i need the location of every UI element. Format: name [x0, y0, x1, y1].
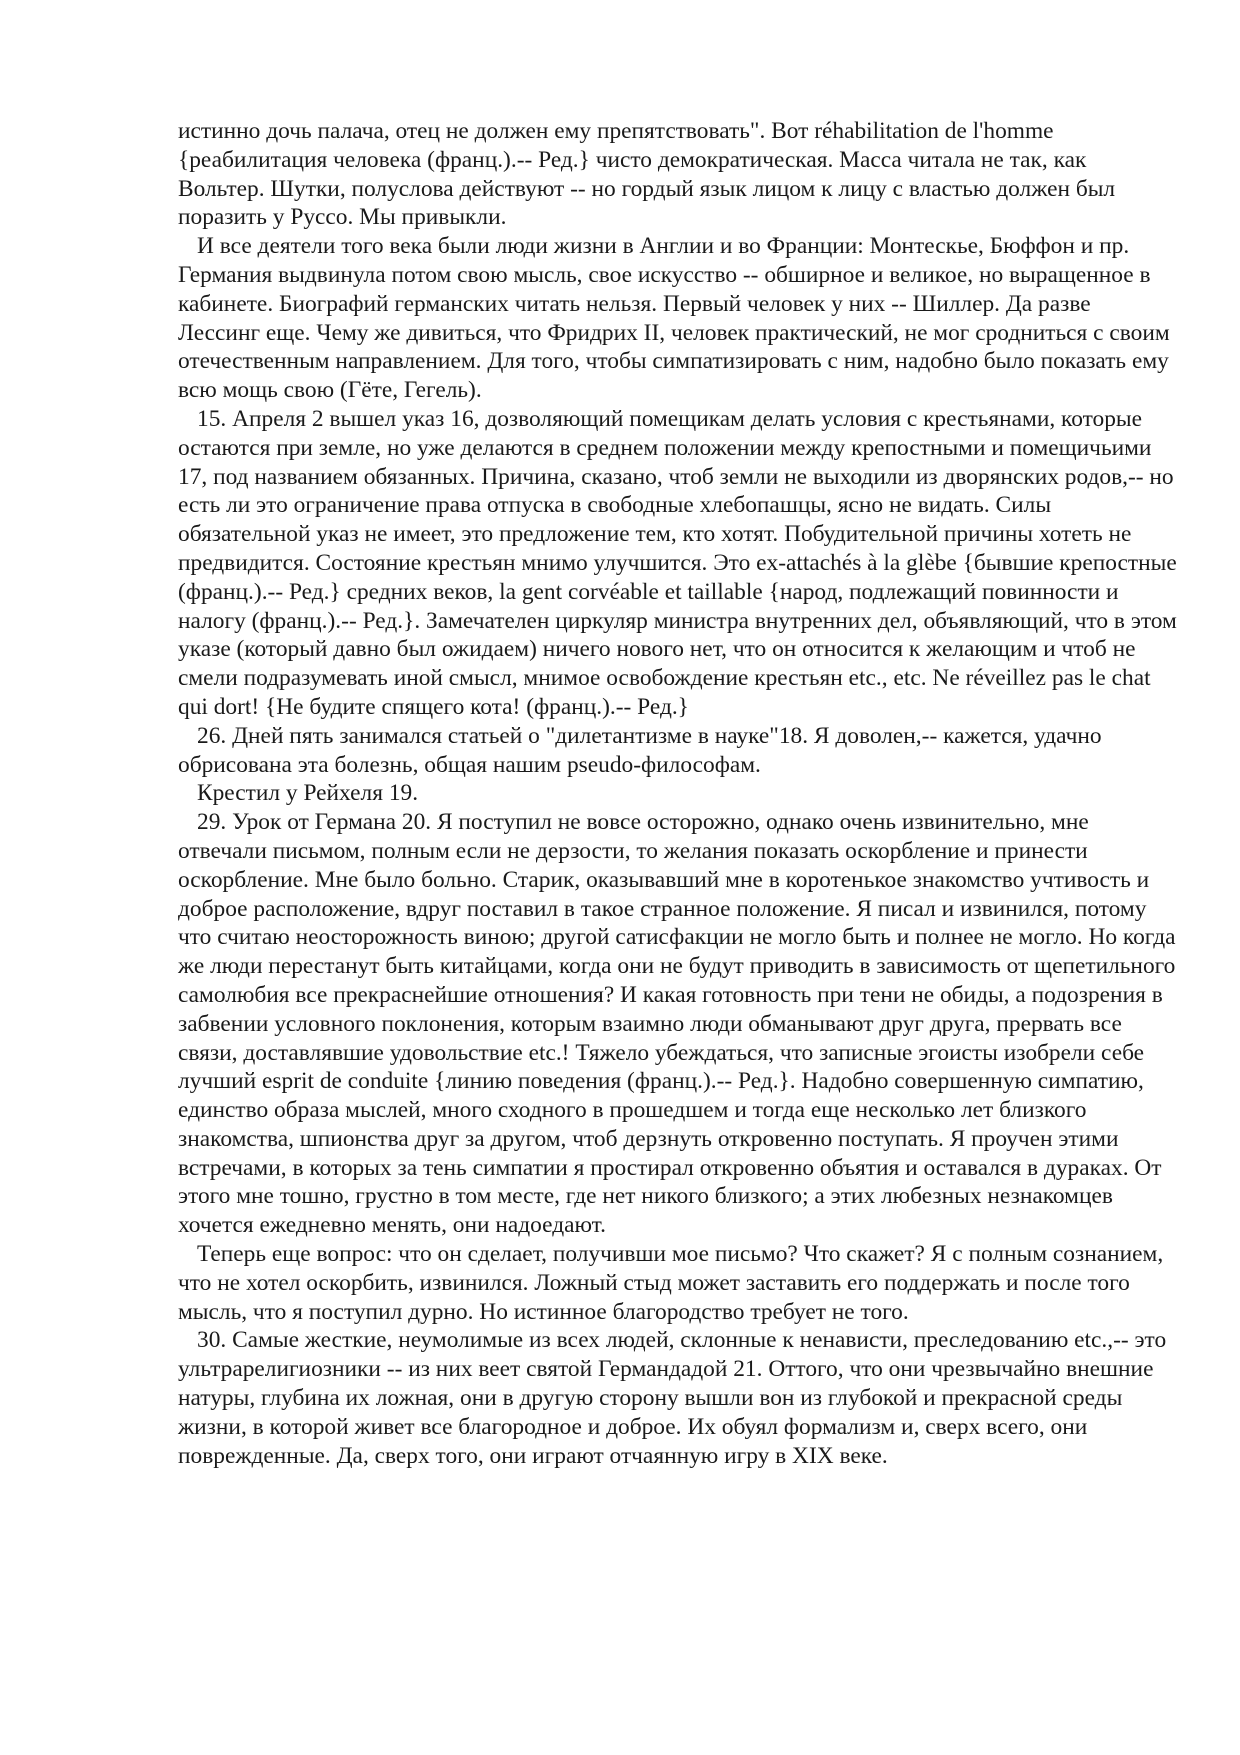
paragraph-entry-30: 30. Самые жесткие, неумолимые из всех людей, склонные к ненависти, преследованию etc.,-- это ультрарелигиозники -- из них веет святой Германдадой 21. Оттого, что они чрезвычайно внешние натуры, глубина их ложная, они в другую сторону вышли вон из глубокой и прекрасной среды жизни, в которой живет все благородное и доброе. Их обуял формализм и, сверх всего, они поврежденные. Да, сверх того, они играют отчаянную игру в XIX веке. [178, 1327, 1167, 1469]
paragraph-entry-29: 29. Урок от Германа 20. Я поступил не вовсе осторожно, однако очень извинительно, мне отвечали письмом, полным если не дерзости, то желания показать оскорбление и принести оскорбление. Мне было больно. Старик, оказывавший мне в коротенькое знакомство учтивость и доброе расположение, вдруг поставил в такое странное положение. Я писал и извинился, потому что считаю неосторожность виною; другой сатисфакции не могло быть и полнее не могло. Но когда же люди перестанут быть китайцами, когда они не будут приводить в зависимость от щепетильного самолюбия все прекраснейшие отношения? И какая готовность при тени не обиды, а подозрения в забвении условного поклонения, которым взаимно люди обманывают друг друга, прервать все связи, доставлявшие удовольствие etc.! Тяжело убеждаться, что записные эгоисты изобрели себе лучший esprit de conduite {линию поведения (франц.).-- Ред.}. Надобно совершенную симпатию, единство образа мыслей, много сходного в прошедшем и тогда еще несколько лет близкого знакомства, шпионства друг за другом, чтоб дерзнуть откровенно поступать. Я проучен этими встречами, в которых за тень симпатии я простирал откровенно объятия и оставался в дураках. От этого мне тошно, грустно в том месте, где нет никого близкого; а этих любезных незнакомцев хочется ежедневно менять, они надоедают. [178, 809, 1176, 1239]
paragraph-enlightenment: И все деятели того века были люди жизни в Англии и во Франции: Монтескье, Бюффон и пр. Германия выдвинула потом свою мысль, свое искусство -- обширное и великое, но выращенное в кабинете. Биографий германских читать нельзя. Первый человек у них -- Шиллер. Да разве Лессинг еще. Чему же дивиться, что Фридрих II, человек практический, не мог сродниться с своим отечественным направлением. Для того, чтобы симпатизировать с ним, надобно было показать ему всю мощь свою (Гёте, Гегель). [178, 233, 1170, 404]
paragraph-baptism: Крестил у Рейхеля 19. [197, 780, 419, 807]
paragraph-entry-15: 15. Апреля 2 вышел указ 16, дозволяющий помещикам делать условия с крестьянами, которые остаются при земле, но уже делаются в среднем положении между крепостными и помещичьими 17, под названием обязанных. Причина, сказано, чтоб земли не выходили из дворянских родов,-- но есть ли это ограничение права отпуска в свободные хлебопашцы, ясно не видать. Силы обязательной указ не имеет, это предложение тем, кто хотят. Побудительной причины хотеть не предвидится. Состояние крестьян мнимо улучшится. Это ex-attachés à la glèbe {бывшие крепостные (франц.).-- Ред.} средних веков, la gent corvéable et taillable {народ, подлежащий повинности и налогу (франц.).-- Ред.}. Замечателен циркуляр министра внутренних дел, объявляющий, что в этом указе (который давно был ожидаем) ничего нового нет, что он относится к желающим и чтоб не смели подразумевать иной смысл, мнимое освобождение крестьян etc., etc. Ne réveillez pas le chat qui dort! {Не будите спящего кота! (франц.).-- Ред.} [178, 405, 1177, 720]
paragraph-entry-26: 26. Дней пять занимался статьей о "дилетантизме в науке"18. Я доволен,-- кажется, удачно обрисована эта болезнь, общая нашим pseudo-философам. [178, 722, 1102, 778]
paragraph-question: Теперь еще вопрос: что он сделает, получивши мое письмо? Что скажет? Я с полным сознанием, что не хотел оскорбить, извинился. Ложный стыд может заставить его поддержать и после того мысль, что я поступил дурно. Но истинное благородство требует не того. [178, 1241, 1164, 1325]
paragraph-continuation: истинно дочь палача, отец не должен ему препятствовать". Вот réhabilitation de l'homme {реабилитация человека (франц.).-- Ред.} чисто демократическая. Масса читала не так, как Вольтер. Шутки, полуслова действуют -- но гордый язык лицом к лицу с властью должен был поразить у Руссо. Мы привыкли. [178, 118, 1116, 231]
document-page [178, 117, 1178, 1470]
